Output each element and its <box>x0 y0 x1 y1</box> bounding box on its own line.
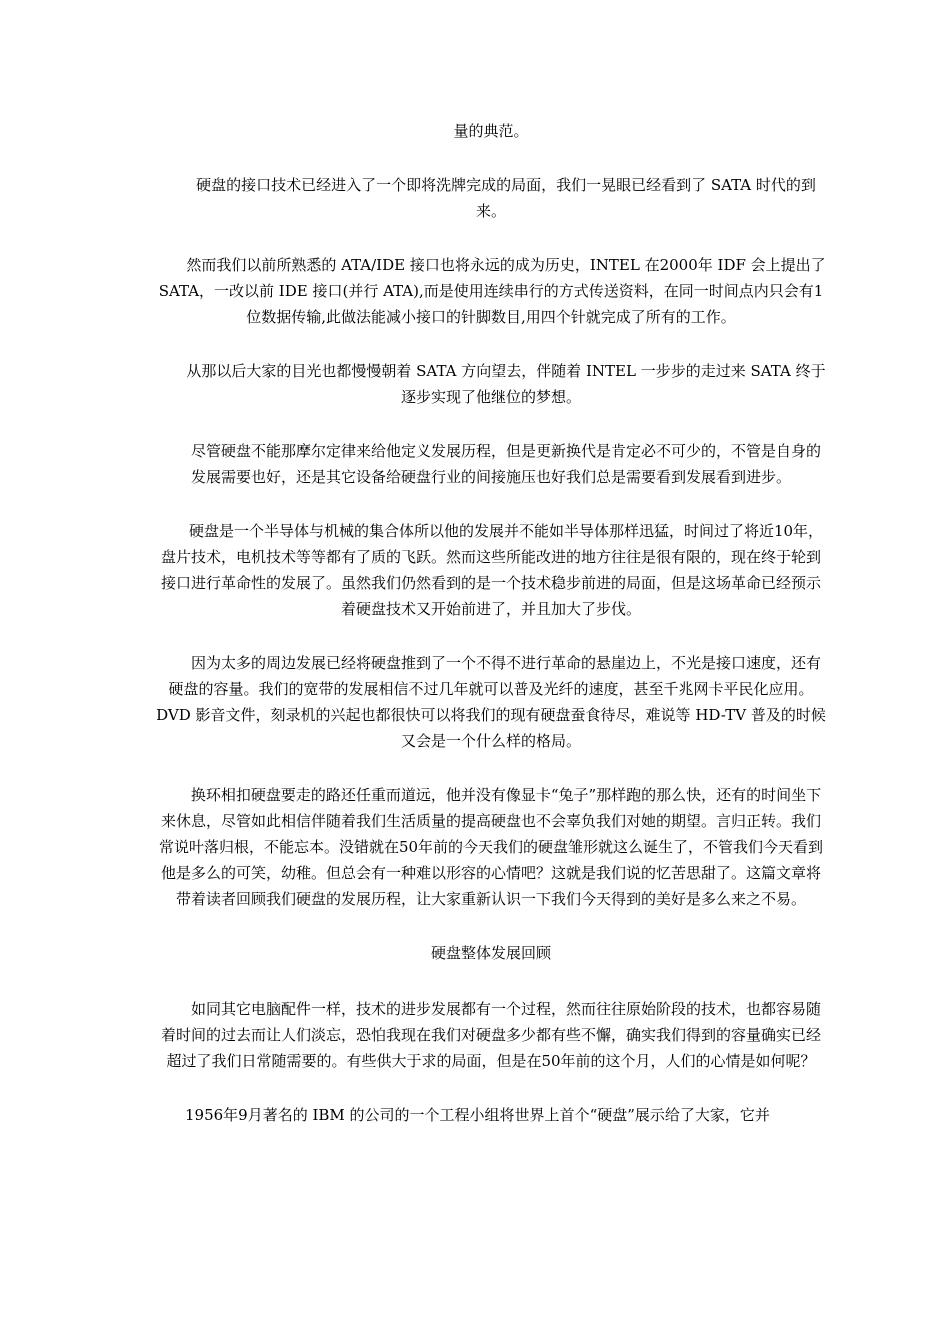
paragraph-1: 量的典范。 <box>453 122 529 140</box>
paragraph-5: 尽管硬盘不能那摩尔定律来给他定义发展历程，但是更新换代是肯定必不可少的，不管是自身的发展需要也好，还是其它设备给硬盘行业的间接施压也好我们总是需要看到发展看到进步。 <box>190 442 821 486</box>
paragraph-3: 然而我们以前所熟悉的 ATA/IDE 接口也将永远的成为历史，INTEL 在2000年 IDF 会上提出了 SATA，一改以前 IDE 接口(并行 ATA),而是使用连续串行的方式传送资料，在同一时间点内只会有1位数据传输,此做法能减小接口的针脚数目,用四个针就完成了所有的工作。 <box>158 256 826 326</box>
paragraph-9: 如同其它电脑配件一样，技术的进步发展都有一个过程，然而往往原始阶段的技术，也都容易随着时间的过去而让人们淡忘，恐怕我现在我们对硬盘多少都有些不懈，确实我们得到的容量确实已经超过了我们日常随需要的。有些供大于求的局面，但是在50年前的这个月，人们的心情是如何呢？ <box>160 1000 821 1070</box>
document-page <box>155 118 827 1128</box>
paragraph-7: 因为太多的周边发展已经将硬盘推到了一个不得不进行革命的悬崖边上，不光是接口速度，还有硬盘的容量。我们的宽带的发展相信不过几年就可以普及光纤的速度，甚至千兆网卡平民化应用。DVD 影音文件，刻录机的兴起也都很快可以将我们的现有硬盘蚕食待尽，难说等 HD-TV 普及的时候又会是一个什么样的格局。 <box>156 654 826 750</box>
section-heading: 硬盘整体发展回顾 <box>430 944 551 962</box>
paragraph-10: 1956年9月著名的 IBM 的公司的一个工程小组将世界上首个“硬盘”展示给了大家，它并 <box>185 1106 770 1124</box>
paragraph-4: 从那以后大家的目光也都慢慢朝着 SATA 方向望去，伴随着 INTEL 一步步的走过来 SATA 终于逐步实现了他继位的梦想。 <box>186 362 826 406</box>
paragraph-6: 硬盘是一个半导体与机械的集合体所以他的发展并不能如半导体那样迅猛，时间过了将近10年，盘片技术，电机技术等等都有了质的飞跃。然而这些所能改进的地方往往是很有限的，现在终于轮到接口进行革命性的发展了。虽然我们仍然看到的是一个技术稳步前进的局面，但是这场革命已经预示着硬盘技术又开始前进了，并且加大了步伐。 <box>160 522 824 618</box>
paragraph-8: 换环相扣硬盘要走的路还任重而道远，他并没有像显卡“兔子”那样跑的那么快，还有的时间坐下来休息，尽管如此相信伴随着我们生活质量的提高硬盘也不会辜负我们对她的期望。言归正转。我们常说叶落归根，不能忘本。没错就在50年前的今天我们的硬盘雏形就这么诞生了，不管我们今天看到他是多么的可笑，幼稚。但总会有一种难以形容的心情吧？这就是我们说的忆苦思甜了。这篇文章将带着读者回顾我们硬盘的发展历程，让大家重新认识一下我们今天得到的美好是多么来之不易。 <box>158 786 824 908</box>
paragraph-2: 硬盘的接口技术已经进入了一个即将洗牌完成的局面，我们一晃眼已经看到了 SATA 时代的到来。 <box>196 176 816 220</box>
